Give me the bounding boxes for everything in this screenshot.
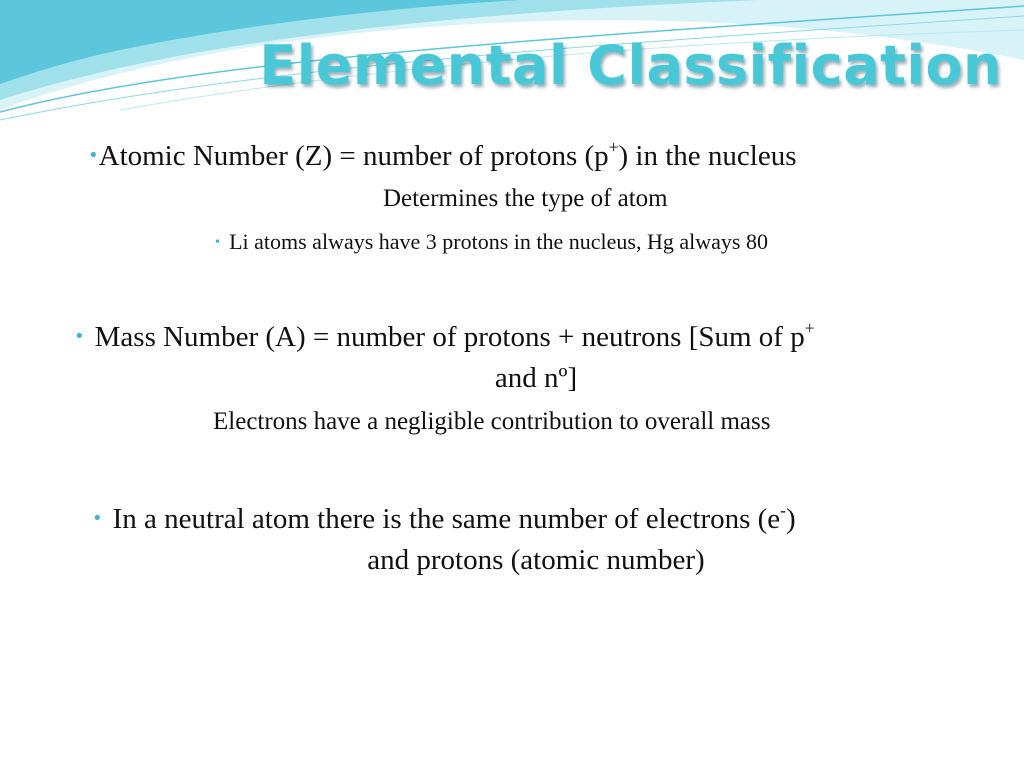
bullet-atomic-number (88, 136, 797, 173)
bullet-dot-small-icon: • (214, 235, 222, 249)
bullet-dot-icon: • (74, 326, 85, 347)
bullet-atomic-number-text-end: ) in the nucleus (618, 140, 797, 172)
bullet-neutral-atom (92, 499, 796, 536)
bullet-dot-icon: • (92, 508, 103, 529)
slide-title: Elemental Classification (259, 34, 1002, 97)
sub-determines-type: Determines the type of atom (383, 185, 668, 212)
bullet-atomic-number-text: Atomic Number (Z) = number of protons (p (98, 140, 609, 172)
proton-charge-superscript: + (804, 317, 815, 338)
bullet-mass-number-line2: and nº] (494, 362, 578, 394)
subsub-li-hg-text: Li atoms always have 3 protons in the nucleus, Hg always 80 (229, 229, 768, 254)
electron-charge-superscript: - (780, 499, 786, 520)
proton-charge-superscript: + (608, 136, 619, 157)
bullet-neutral-atom-line2: and protons (atomic number) (367, 544, 705, 576)
bullet-neutral-atom-text-end: ) (785, 503, 796, 535)
bullet-neutral-atom-text: In a neutral atom there is the same number of electrons (e (112, 503, 781, 535)
bullet-mass-number (74, 317, 815, 354)
sub-electrons-negligible: Electrons have a negligible contribution to overall mass (213, 408, 771, 435)
subsub-li-hg-example (214, 229, 768, 255)
bullet-mass-number-text: Mass Number (A) = number of protons + neutrons [Sum of p (94, 321, 805, 353)
bullet-dot-icon: • (88, 145, 99, 166)
